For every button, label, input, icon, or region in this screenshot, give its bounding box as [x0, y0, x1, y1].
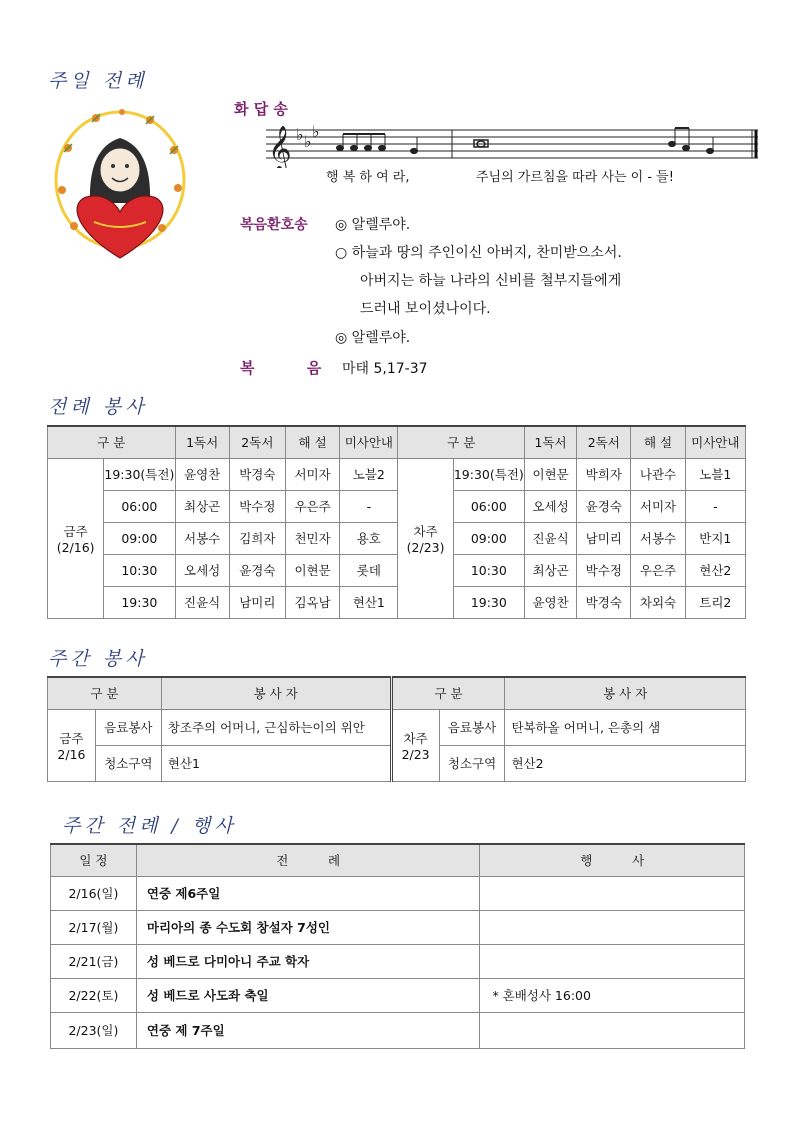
service-kind-cell: 음료봉사: [95, 709, 161, 745]
guide-cell: 현산1: [340, 586, 398, 618]
time-cell: 10:30: [453, 554, 524, 586]
gospel-label: 복 음: [240, 359, 322, 377]
table-row: [51, 910, 745, 944]
header-event: 행 사: [480, 844, 745, 876]
time-cell: 19:30(특전): [453, 458, 524, 490]
event-liturgy-cell: 연중 제6주일: [136, 876, 480, 910]
event-detail-cell: [480, 944, 745, 978]
reader2-cell: 김희자: [229, 522, 285, 554]
service-kind-cell: 음료봉사: [439, 709, 505, 745]
svg-text:𝄞: 𝄞: [268, 126, 292, 168]
event-liturgy-cell: 성 베드로 다미아니 주교 학자: [136, 944, 480, 978]
event-date-cell: 2/16(일): [51, 876, 137, 910]
liturgy-section-title: 주일 전례: [48, 70, 148, 92]
reader1-cell: 윤영찬: [524, 586, 576, 618]
event-date-cell: 2/17(월): [51, 910, 137, 944]
header-division-a: 구 분: [48, 426, 176, 458]
this-week-label: 금주: [63, 523, 88, 539]
reader1-cell: 오세성: [524, 490, 576, 522]
server-cell: 창조주의 어머니, 근심하는이의 위안: [161, 709, 391, 745]
alleluia-line-4: 드러내 보이셨나이다.: [360, 301, 491, 317]
guide-cell: -: [685, 490, 745, 522]
reader2-cell: 박희자: [577, 458, 631, 490]
next-week-cell: [398, 458, 453, 618]
header-date: 일 정: [51, 844, 137, 876]
commentator-cell: 서미자: [631, 490, 685, 522]
event-date-cell: 2/23(일): [51, 1012, 137, 1048]
commentator-cell: 서봉수: [631, 522, 685, 554]
commentator-cell: 서미자: [285, 458, 339, 490]
this-week-label: 금주: [59, 730, 84, 746]
this-week-cell: [48, 709, 96, 781]
alleluia-line-5: ◎ 알렐루야.: [335, 330, 411, 346]
next-week-label: 차주: [403, 730, 428, 746]
commentator-cell: 차외숙: [631, 586, 685, 618]
weekly-service-table: [47, 676, 746, 782]
header-commentary-b: 해 설: [631, 426, 685, 458]
header-division-b: 구 분: [391, 677, 505, 709]
psalm-lyrics-part1: 행 복 하 여 라,: [326, 170, 410, 185]
time-cell: 19:30(특전): [104, 458, 175, 490]
this-week-date: (2/16): [56, 539, 95, 555]
header-servers-a: 봉 사 자: [161, 677, 391, 709]
table-row: [51, 978, 745, 1012]
table-row: [48, 586, 746, 618]
reader1-cell: 진윤식: [175, 586, 229, 618]
header-guide-a: 미사안내: [340, 426, 398, 458]
reader1-cell: 최상곤: [524, 554, 576, 586]
guide-cell: 용호: [340, 522, 398, 554]
this-week-cell: [48, 458, 104, 618]
server-cell: 현산2: [505, 745, 746, 781]
reader2-cell: 박수정: [577, 554, 631, 586]
service-kind-cell: 청소구역: [439, 745, 505, 781]
guide-cell: 노블2: [340, 458, 398, 490]
header-reading2-b: 2독서: [577, 426, 631, 458]
table-row: [51, 1012, 745, 1048]
alleluia-line-3: 아버지는 하늘 나라의 신비를 철부지들에게: [360, 273, 622, 289]
gospel-reference: 마태 5,17-37: [342, 361, 428, 377]
time-cell: 19:30: [104, 586, 175, 618]
header-reading1-a: 1독서: [175, 426, 229, 458]
liturgy-service-table: [47, 425, 746, 619]
guide-cell: -: [340, 490, 398, 522]
weekly-service-section-title: 주간 봉사: [48, 648, 148, 670]
weekly-events-table: [50, 843, 745, 1049]
reader2-cell: 윤경숙: [229, 554, 285, 586]
server-cell: 현산1: [161, 745, 391, 781]
this-week-date: 2/16: [57, 746, 86, 762]
event-detail-cell: [480, 1012, 745, 1048]
commentator-cell: 나관수: [631, 458, 685, 490]
svg-text:♭: ♭: [296, 125, 304, 144]
guide-cell: 반지1: [685, 522, 745, 554]
reader2-cell: 박경숙: [577, 586, 631, 618]
server-cell: 탄복하올 어머니, 은총의 샘: [505, 709, 746, 745]
psalm-label: 화 답 송: [234, 100, 288, 118]
header-division-b: 구 분: [398, 426, 524, 458]
music-staff-notation: [262, 118, 762, 168]
reader1-cell: 오세성: [175, 554, 229, 586]
reader1-cell: 윤영찬: [175, 458, 229, 490]
svg-text:♭: ♭: [304, 132, 312, 151]
alleluia-label: 복음환호송: [240, 217, 308, 233]
service-section-title: 전례 봉사: [48, 396, 148, 418]
reader1-cell: 이현문: [524, 458, 576, 490]
reader2-cell: 박수정: [229, 490, 285, 522]
event-detail-cell: * 혼배성사 16:00: [480, 978, 745, 1012]
guide-cell: 트리2: [685, 586, 745, 618]
event-liturgy-cell: 연중 제 7주일: [136, 1012, 480, 1048]
time-cell: 06:00: [104, 490, 175, 522]
time-cell: 09:00: [453, 522, 524, 554]
time-cell: 09:00: [104, 522, 175, 554]
event-detail-cell: [480, 876, 745, 910]
reader2-cell: 남미리: [229, 586, 285, 618]
psalm-lyrics-part2: 주님의 가르침을 따라 사는 이 - 들!: [476, 170, 674, 185]
header-reading2-a: 2독서: [229, 426, 285, 458]
commentator-cell: 김옥남: [285, 586, 339, 618]
next-week-date: (2/23): [406, 539, 445, 555]
header-servers-b: 봉 사 자: [505, 677, 746, 709]
header-liturgy: 전 례: [136, 844, 480, 876]
commentator-cell: 우은주: [631, 554, 685, 586]
time-cell: 10:30: [104, 554, 175, 586]
guide-cell: 현산2: [685, 554, 745, 586]
svg-text:♭: ♭: [312, 122, 320, 141]
reader2-cell: 윤경숙: [577, 490, 631, 522]
next-week-date: 2/23: [401, 746, 430, 762]
header-guide-b: 미사안내: [685, 426, 745, 458]
table-row: [48, 490, 746, 522]
reader1-cell: 최상곤: [175, 490, 229, 522]
next-week-label: 차주: [413, 523, 438, 539]
alleluia-line-1: ◎ 알렐루야.: [335, 217, 411, 233]
reader1-cell: 서봉수: [175, 522, 229, 554]
event-detail-cell: [480, 910, 745, 944]
table-row: [48, 709, 746, 745]
table-row: [48, 554, 746, 586]
table-row: [51, 944, 745, 978]
next-week-cell: [391, 709, 439, 781]
time-cell: 19:30: [453, 586, 524, 618]
time-cell: 06:00: [453, 490, 524, 522]
event-date-cell: 2/21(금): [51, 944, 137, 978]
guide-cell: 노블1: [685, 458, 745, 490]
header-commentary-a: 해 설: [285, 426, 339, 458]
event-liturgy-cell: 마리아의 종 수도회 창설자 7성인: [136, 910, 480, 944]
reader2-cell: 남미리: [577, 522, 631, 554]
event-liturgy-cell: 성 베드로 사도좌 축일: [136, 978, 480, 1012]
table-row: [51, 876, 745, 910]
header-reading1-b: 1독서: [524, 426, 576, 458]
service-kind-cell: 청소구역: [95, 745, 161, 781]
header-division-a: 구 분: [48, 677, 162, 709]
table-row: [48, 522, 746, 554]
table-row: [48, 458, 746, 490]
reader2-cell: 박경숙: [229, 458, 285, 490]
event-date-cell: 2/22(토): [51, 978, 137, 1012]
nun-with-heart-illustration: [50, 108, 190, 263]
alleluia-line-2: ○ 하늘과 땅의 주인이신 아버지, 찬미받으소서.: [335, 245, 622, 261]
commentator-cell: 천민자: [285, 522, 339, 554]
commentator-cell: 이현문: [285, 554, 339, 586]
commentator-cell: 우은주: [285, 490, 339, 522]
reader1-cell: 진윤식: [524, 522, 576, 554]
guide-cell: 롯데: [340, 554, 398, 586]
weekly-events-section-title: 주간 전례 / 행사: [62, 815, 237, 837]
